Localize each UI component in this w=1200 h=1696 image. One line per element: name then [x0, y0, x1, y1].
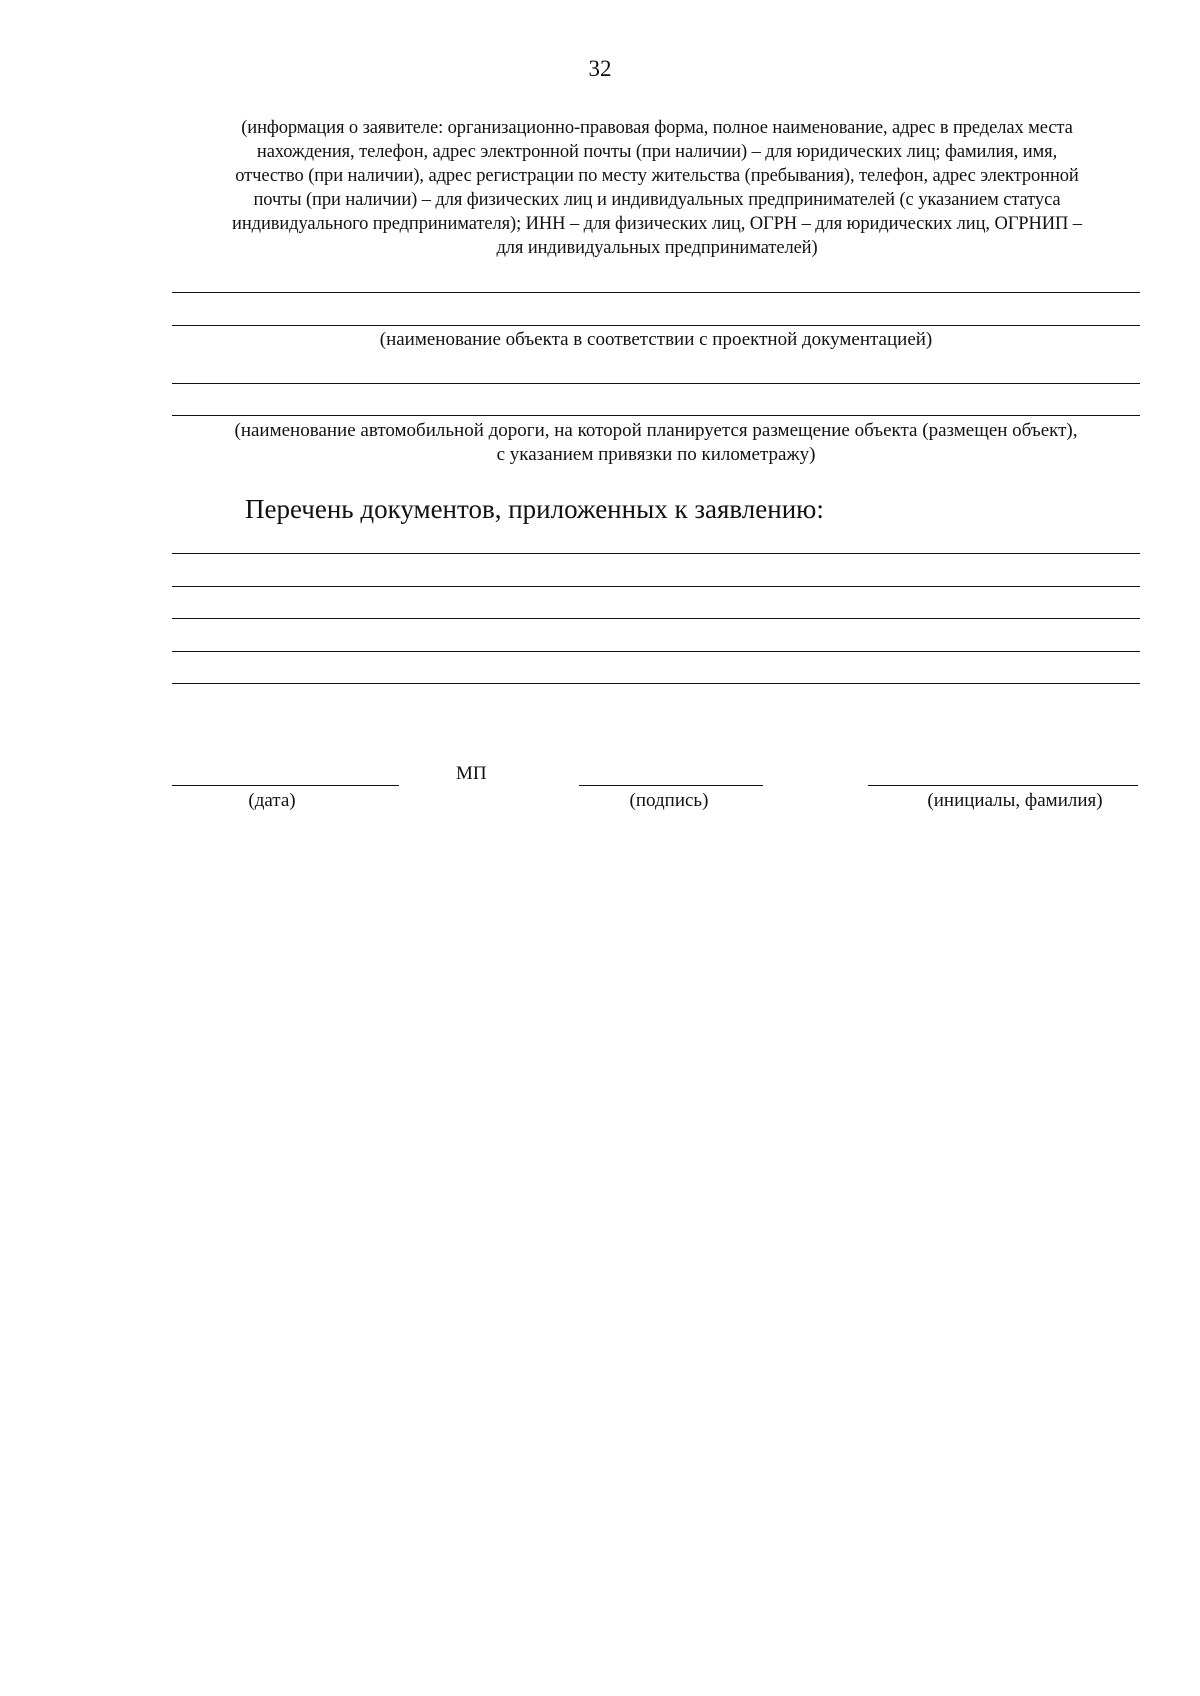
documents-list-fill-line[interactable] — [172, 586, 1140, 587]
stamp-label: МП — [456, 763, 487, 784]
applicant-caption-line: нахождения, телефон, адрес электронной почты (при наличии) – для юридических лиц; фамилия, имя, — [256, 142, 1058, 162]
object-name-fill-line[interactable] — [172, 325, 1140, 326]
applicant-caption-line: индивидуального предпринимателя); ИНН – для физических лиц, ОГРН – для юридических лиц, ОГРНИП – — [232, 214, 1082, 234]
documents-list-fill-line[interactable] — [172, 683, 1140, 684]
page-number: 32 — [588, 56, 612, 81]
documents-list-fill-line[interactable] — [172, 553, 1140, 554]
applicant-caption-line: почты (при наличии) – для физических лиц и индивидуальных предпринимателей (с указанием статуса — [253, 190, 1061, 210]
documents-list-fill-line[interactable] — [172, 651, 1140, 652]
road-name-fill-line[interactable] — [172, 383, 1140, 384]
road-caption-line: (наименование автомобильной дороги, на которой планируется размещение объекта (размещен объект), — [234, 420, 1078, 441]
road-name-fill-line[interactable] — [172, 415, 1140, 416]
object-caption-text: (наименование объекта в соответствии с проектной документацией) — [379, 329, 933, 350]
signature-label: (подпись) — [629, 790, 709, 811]
documents-list-fill-line[interactable] — [172, 618, 1140, 619]
documents-list-heading: Перечень документов, приложенных к заявлению: — [245, 494, 824, 524]
initials-surname-label: (инициалы, фамилия) — [927, 790, 1103, 811]
applicant-info-caption — [172, 116, 1142, 260]
date-fill-line[interactable] — [172, 785, 399, 786]
initials-surname-fill-line[interactable] — [868, 785, 1138, 786]
signature-fill-line[interactable] — [579, 785, 763, 786]
road-caption-line: с указанием привязки по километражу) — [496, 444, 816, 465]
applicant-caption-line: для индивидуальных предпринимателей) — [496, 238, 818, 258]
date-label: (дата) — [248, 790, 296, 811]
applicant-caption-line: (информация о заявителе: организационно-правовая форма, полное наименование, адрес в пределах места — [241, 118, 1073, 138]
road-name-caption — [172, 419, 1140, 467]
applicant-caption-line: отчество (при наличии), адрес регистрации по месту жительства (пребывания), телефон, адрес электронной — [235, 166, 1079, 186]
object-name-fill-line[interactable] — [172, 292, 1140, 293]
object-name-caption — [172, 328, 1140, 352]
